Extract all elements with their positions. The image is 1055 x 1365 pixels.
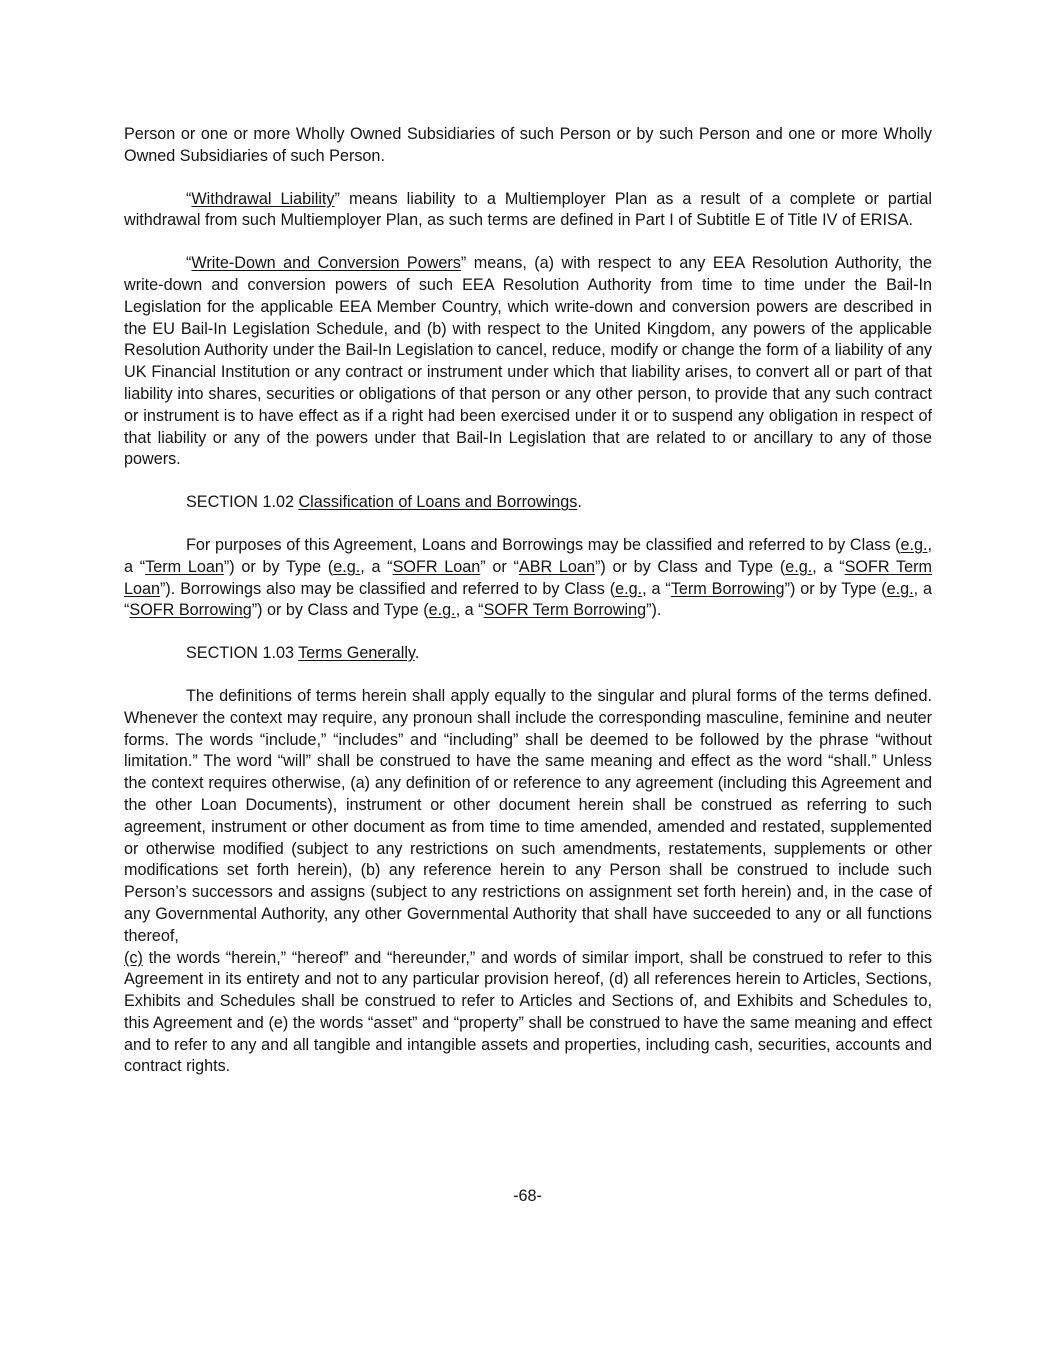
defined-term: Withdrawal Liability <box>191 189 335 208</box>
section-heading-1-02: SECTION 1.02 Classification of Loans and Borrowings. <box>186 493 582 512</box>
continuation-paragraph: Person or one or more Wholly Owned Subsidiaries of such Person or by such Person and one or more Wholly Owned Subsidiaries of such Person. <box>124 125 932 165</box>
section-title: Classification of Loans and Borrowings <box>298 493 578 512</box>
sofr-loan-term: SOFR Loan <box>392 557 481 576</box>
definition-withdrawal-liability: “Withdrawal Liability” means liability to a Multiemployer Plan as a result of a complete or partial withdrawal from such Multiemployer Plan, as such terms are defined in Part I of Subtitle E of Title IV of ERISA. <box>124 189 933 230</box>
term-loan-term: Term Loan <box>145 557 224 576</box>
sofr-term-loan-term: SOFR Term Loan <box>124 557 932 598</box>
terms-generally-paragraph: The definitions of terms herein shall apply equally to the singular and plural forms of the terms defined. Whenever the context may require, any pronoun shall include the corresponding masculine, feminine and neuter forms. The words “include,” “includes” and “including” shall be deemed to be followed by the phrase “without limitation.” The word “will” shall be construed to have the same meaning and effect as the word “shall.” Unless the context requires otherwise, (a) any definition of or reference to any agreement (including this Agreement and the other Loan Documents), instrument or other document herein shall be construed as referring to such agreement, instrument or other document as from time to time amended, amended and restated, supplemented or otherwise modified (subject to any restrictions on such amendments, restatements, supplements or other modifications set forth herein), (b) any reference herein to any Person shall be construed to include such Person’s successors and assigns (subject to any restrictions on assignment set forth herein) and, in the case of any Governmental Authority, any other Governmental Authority that shall have succeeded to any or all functions thereof, (c) the words “herein,” “hereof” and “hereunder,” and words of similar import, shall be construed to refer to this Agreement in its entirety and not to any particular provision hereof, (d) all references herein to Articles, Sections, Exhibits and Schedules shall be construed to refer to Articles and Sections of, and Exhibits and Schedules to, this Agreement and (e) the words “asset” and “property” shall be construed to have the same meaning and effect and to refer to any and all tangible and intangible assets and properties, including cash, securities, accounts and contract rights. <box>124 686 932 1076</box>
defined-term: Write-Down and Conversion Powers <box>191 254 461 273</box>
term-borrowing-term: Term Borrowing <box>670 579 785 598</box>
section-heading-1-03: SECTION 1.03 Terms Generally. <box>186 644 420 663</box>
page-number: -68- <box>513 1187 542 1205</box>
sofr-term-borrowing-term: SOFR Term Borrowing <box>483 601 647 620</box>
document-body <box>124 124 932 1078</box>
abr-loan-term: ABR Loan <box>518 557 595 576</box>
classification-paragraph: For purposes of this Agreement, Loans and Borrowings may be classified and referred to by Class (e.g., a “Term Loan”) or by Type (e.g., a “SOFR Loan” or “ABR Loan”) or by Class and Type (e.g., a “SOFR Term Loan”). Borrowings also may be classified and referred to by Class (e.g., a “Term Borrowing”) or by Type (e.g., a “SOFR Borrowing”) or by Class and Type (e.g., a “SOFR Term Borrowing”). <box>124 535 933 620</box>
section-title: Terms Generally <box>298 644 415 663</box>
definition-write-down-conversion-powers: “Write-Down and Conversion Powers” means, (a) with respect to any EEA Resolution Authority, the write-down and conversion powers of such EEA Resolution Authority from time to time under the Bail-In Legislation for the applicable EEA Member Country, which write-down and conversion powers are described in the EU Bail-In Legislation Schedule, and (b) with respect to the United Kingdom, any powers of the applicable Resolution Authority under the Bail-In Legislation to cancel, reduce, modify or change the form of a liability of any UK Financial Institution or any contract or instrument under which that liability arises, to convert all or part of that liability into shares, securities or obligations of that person or any other person, to provide that any such contract or instrument is to have effect as if a right had been exercised under it or to suspend any obligation in respect of that liability or any of the powers under that Bail-In Legislation that are related to or ancillary to any of those powers. <box>124 254 932 469</box>
clause-c-marker: (c) <box>124 948 143 967</box>
sofr-borrowing-term: SOFR Borrowing <box>129 601 252 620</box>
